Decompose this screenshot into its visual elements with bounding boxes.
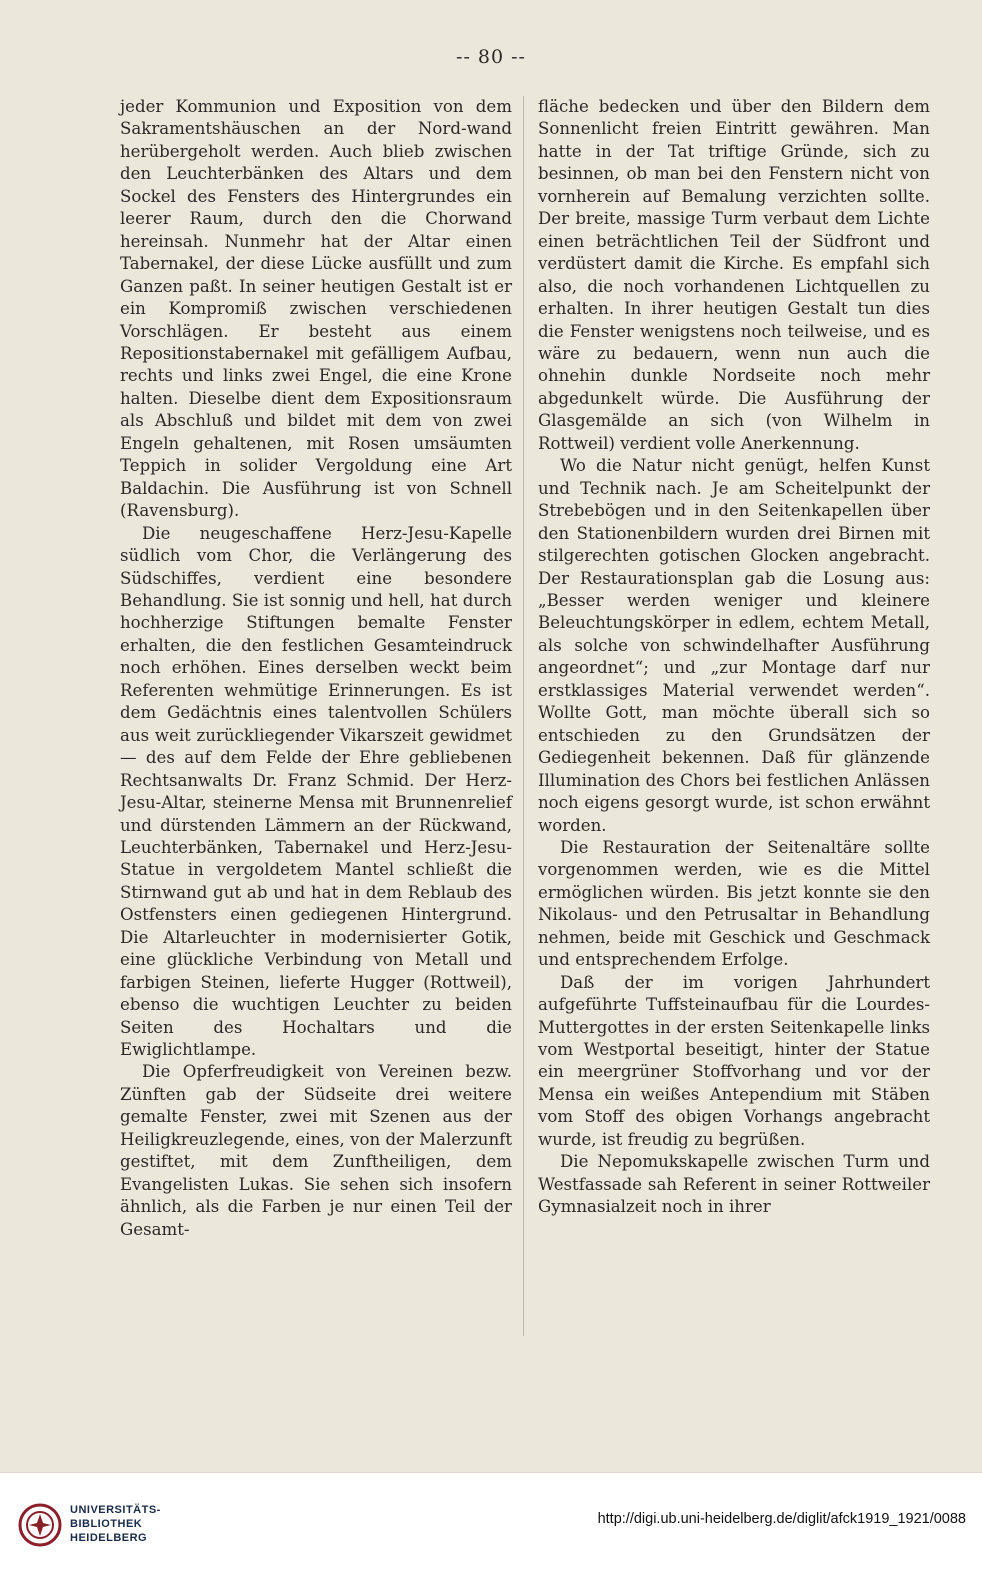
paragraph: jeder Kommunion und Exposition von dem Sakramentshäuschen an der Nord-wand herübergeholt werden. Auch blieb zwischen den Leuchterbänken des Altars und dem Sockel des Fensters des Hintergrundes ein leerer Raum, durch den die Chorwand hereinsah. Nunmehr hat der Altar einen Tabernakel, der diese Lücke ausfüllt und zum Ganzen paßt. In seiner heutigen Gestalt ist er ein Kompromiß zwischen verschiedenen Vorschlägen. Er besteht aus einem Repositionstabernakel mit gefälligem Aufbau, rechts und links zwei Engel, die eine Krone halten. Dieselbe dient dem Expositionsraum als Abschluß und bildet mit dem von zwei Engeln gehaltenen, mit Rosen umsäumten Teppich in solider Vergoldung eine Art Baldachin. Die Ausführung ist von Schnell (Ravensburg). <box>120 97 512 521</box>
library-name <box>70 1503 161 1545</box>
paragraph: Die Opferfreudigkeit von Vereinen bezw. Zünften gab der Südseite drei weitere gemalte Fenster, zwei mit Szenen aus der Heiligkreuzlegende, eines, von der Malerzunft gestiftet, mit dem Zunftheiligen, dem Evangelisten Lukas. Sie sehen sich insofern ähnlich, als die Farben je nur einen Teil der Gesamt- <box>120 1062 512 1239</box>
text-column-right <box>538 96 930 1219</box>
library-footer <box>0 1472 982 1572</box>
text-column-left <box>120 96 512 1241</box>
permalink[interactable]: http://digi.ub.uni-heidelberg.de/diglit/afck1919_1921/0088 <box>597 1511 966 1527</box>
library-name-line: HEIDELBERG <box>70 1532 148 1544</box>
paragraph: Wo die Natur nicht genügt, helfen Kunst und Technik nach. Je am Scheitelpunkt der Strebebögen und in den Seitenkapellen über den Stationenbildern wurden drei Birnen mit stilgerechten gotischen Glocken angebracht. Der Restaurationsplan gab die Losung aus: „Besser werden weniger und kleinere Beleuchtungskörper in edlem, echtem Metall, als solche von schwindelhafter Ausführung angeordnet“; und „zur Montage darf nur erstklassiges Material verwendet werden“. Wollte Gott, man möchte überall sich so entschieden zu den Grundsätzen der Gediegenheit bekennen. Daß für glänzende Illumination des Chors bei festlichen Anlässen noch eigens gesorgt wurde, ist schon erwähnt worden. <box>538 456 930 835</box>
page-number: -- 80 -- <box>456 46 526 68</box>
university-seal-icon <box>18 1503 62 1547</box>
paragraph: fläche bedecken und über den Bildern dem Sonnenlicht freien Eintritt gewähren. Man hatte in der Tat triftige Gründe, sich zu besinnen, ob man bei den Fenstern nicht von vornherein auf Bemalung verzichten sollte. Der breite, massige Turm verbaut dem Lichte einen beträchtlichen Teil der Südfront und verdüstert damit die Kirche. Es empfahl sich also, die noch vorhandenen Lichtquellen zu erhalten. In ihrer heutigen Gestalt tun dies die Fenster wenigstens noch teilweise, und es wäre zu bedauern, wenn nun auch die ohnehin dunkle Nordseite noch mehr abgedunkelt würde. Die Ausführung der Glasgemälde an sich (von Wilhelm in Rottweil) verdient volle Anerkennung. <box>538 97 930 453</box>
library-name-line: BIBLIOTHEK <box>70 1518 143 1530</box>
paragraph: Die neugeschaffene Herz-Jesu-Kapelle südlich vom Chor, die Verlängerung des Südschiffes, verdient eine besondere Behandlung. Sie ist sonnig und hell, hat durch hochherzige Stiftungen bemalte Fenster erhalten, die den festlichen Gesamteindruck noch erhöhen. Eines derselben weckt beim Referenten wehmütige Erinnerungen. Es ist dem Gedächtnis eines talentvollen Schülers aus weit zurückliegender Vikarszeit gewidmet — des auf dem Felde der Ehre gebliebenen Rechtsanwalts Dr. Franz Schmid. Der Herz-Jesu-Altar, steinerne Mensa mit Brunnenrelief und dürstenden Lämmern an der Rückwand, Leuchterbänken, Tabernakel und Herz-Jesu-Statue in vergoldetem Mantel schließt die Stirnwand gut ab und hat in dem Reblaub des Ostfensters einen gediegenen Hintergrund. Die Altarleuchter in modernisierter Gotik, eine glückliche Verbindung von Metall und farbigen Steinen, lieferte Hugger (Rottweil), ebenso die wuchtigen Leuchter zu beiden Seiten des Hochaltars und die Ewiglichtlampe. <box>120 523 512 1060</box>
paragraph: Daß der im vorigen Jahrhundert aufgeführte Tuffsteinaufbau für die Lourdes-Muttergottes in der ersten Seitenkapelle links vom Westportal beseitigt, hinter der Statue ein meergrüner Stoffvorhang und vor der Mensa ein weißes Antependium mit Stäben vom Stoff des obigen Vorhangs angebracht wurde, ist freudig zu begrüßen. <box>538 972 930 1149</box>
library-name-line: UNIVERSITÄTS- <box>70 1504 161 1516</box>
paragraph: Die Nepomukskapelle zwischen Turm und Westfassade sah Referent in seiner Rottweiler Gymnasialzeit noch in ihrer <box>538 1152 930 1217</box>
column-divider <box>523 96 524 1336</box>
paragraph: Die Restauration der Seitenaltäre sollte vorgenommen werden, wie es die Mittel ermöglichen würden. Bis jetzt konnte sie den Nikolaus- und den Petrusaltar in Behandlung nehmen, beide mit Geschick und Geschmack und entsprechendem Erfolge. <box>538 837 930 970</box>
